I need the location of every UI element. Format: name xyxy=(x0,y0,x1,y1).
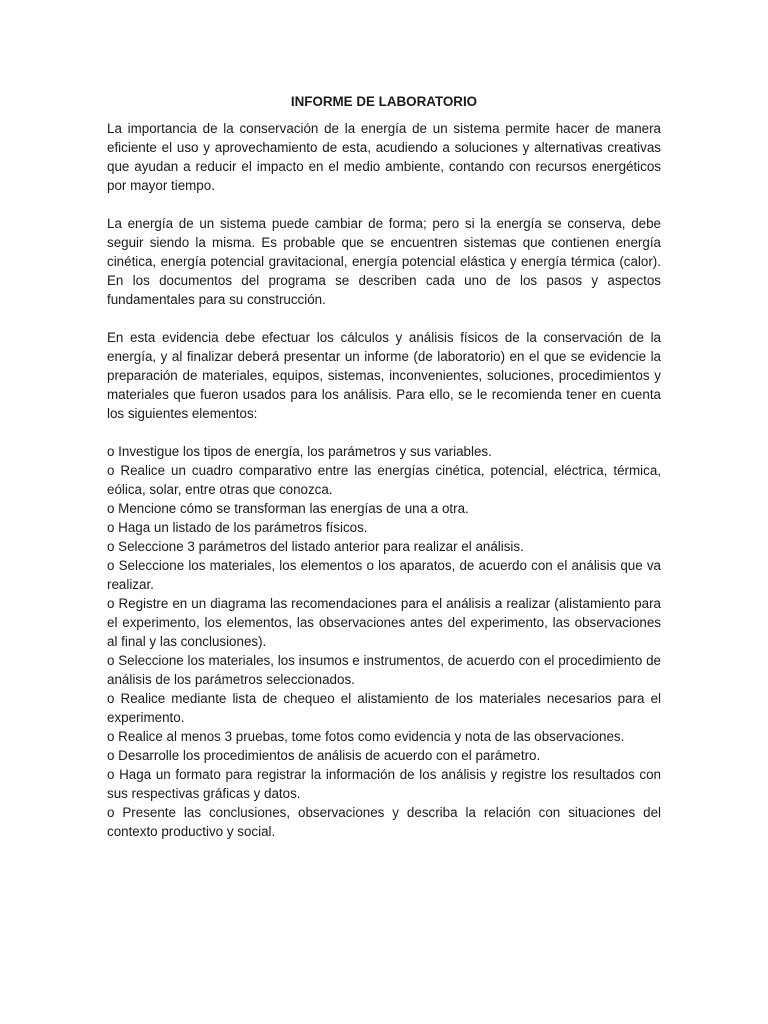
list-item: o Realice mediante lista de chequeo el alistamiento de los materiales necesarios para el experimento. xyxy=(107,691,661,725)
list-item: o Seleccione los materiales, los insumos e instrumentos, de acuerdo con el procedimiento de análisis de los parámetros seleccionados. xyxy=(107,653,661,687)
list-item: o Registre en un diagrama las recomendaciones para el análisis a realizar (alistamiento para el experimento, los elementos, las observaciones antes del experimento, las observaciones al final y las conclusiones). xyxy=(107,596,661,649)
list-item: o Seleccione los materiales, los elementos o los aparatos, de acuerdo con el análisis que va realizar. xyxy=(107,558,661,592)
list-item: o Realice un cuadro comparativo entre las energías cinética, potencial, eléctrica, térmica, eólica, solar, entre otras que conozca. xyxy=(107,463,661,497)
list-item: o Seleccione 3 parámetros del listado anterior para realizar el análisis. xyxy=(107,539,524,554)
list-item: o Investigue los tipos de energía, los parámetros y sus variables. xyxy=(107,444,492,459)
list-item: o Haga un listado de los parámetros físicos. xyxy=(107,520,368,535)
list-item: o Presente las conclusiones, observaciones y describa la relación con situaciones del contexto productivo y social. xyxy=(107,805,661,839)
list-item: o Haga un formato para registrar la información de los análisis y registre los resultados con sus respectivas gráficas y datos. xyxy=(107,767,661,801)
list-item: o Realice al menos 3 pruebas, tome fotos como evidencia y nota de las observaciones. xyxy=(107,729,625,744)
paragraph-evidence: En esta evidencia debe efectuar los cálculos y análisis físicos de la conservación de la energía, y al finalizar deberá presentar un informe (de laboratorio) en el que se evidencie la preparación de materiales, equipos, sistemas, inconvenientes, soluciones, procedimientos y materiales que fueron usados para los análisis. Para ello, se le recomienda tener en cuenta los siguientes elementos: xyxy=(107,330,661,421)
paragraph-intro: La importancia de la conservación de la energía de un sistema permite hacer de manera eficiente el uso y aprovechamiento de esta, acudiendo a soluciones y alternativas creativas que ayudan a reducir el impacto en el medio ambiente, contando con recursos energéticos por mayor tiempo. xyxy=(107,121,661,193)
list-item: o Mencione cómo se transforman las energías de una a otra. xyxy=(107,501,469,516)
document-title: INFORME DE LABORATORIO xyxy=(290,94,478,109)
elements-list xyxy=(107,442,661,841)
paragraph-energy-forms: La energía de un sistema puede cambiar de forma; pero si la energía se conserva, debe seguir siendo la misma. Es probable que se encuentren sistemas que contienen energía cinética, energía potencial gravitacional, energía potencial elástica y energía térmica (calor). En los documentos del programa se describen cada uno de los pasos y aspectos fundamentales para su construcción. xyxy=(107,216,661,307)
list-item: o Desarrolle los procedimientos de análisis de acuerdo con el parámetro. xyxy=(107,748,541,763)
document-page xyxy=(107,92,661,841)
